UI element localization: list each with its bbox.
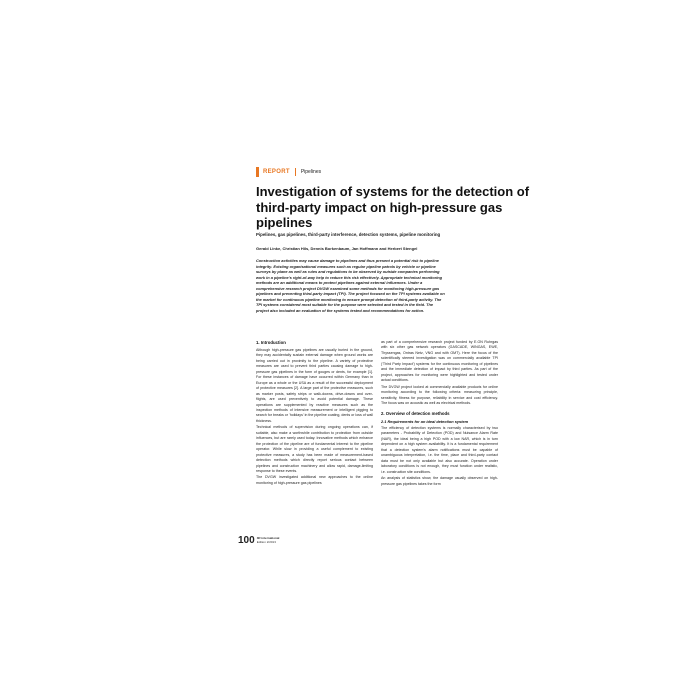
article-abstract: Construction activities may cause damage to pipelines and thus present a potential risk to pipeline integrity. Existing organisational measures such as regular pipeline patrols by vehicle or pipeline surveys by plane as well as rules and regulations to be observed by outside companies performing work in a pipeline's right-of-way help to reduce this risk effectively. Appropriate technical monitoring methods are an additional means to protect pipelines against external influences. Under a comprehensive research project DVGW examined some methods for monitoring high-pressure gas pipelines and preventing third-party impact (TPI). The project focused on the TPI systems available on the market for continuous pipeline monitoring to ensure prompt detection of third-party activity. The TPI systems considered most suitable for the purpose were selected and tested in the field. The project also included an evaluation of the systems tested and recommendations for action.: [256, 258, 445, 313]
body-paragraph: The efficiency of detection systems is normally characterised by two parameters - Probability of Detection (POD) and Nuisance Alarm Rate (NAR), the ideal being a high POD with a low NAR, which is in turn dependent on a high system availability. It is a fundamental requirement that a detection system's alarm notifications must be capable of unambiguous interpretation, i.e. the time, place and third-party contact data must be not only available but also accurate. Operation under laboratory conditions is not enough, they must function under realistic, i.e. construction site conditions.: [381, 426, 498, 474]
article-title: Investigation of systems for the detection of third-party impact on high-pressure gas pipelines: [256, 184, 530, 230]
section-heading: 2. Overview of detection methods: [381, 411, 450, 417]
report-label: REPORT: [263, 169, 290, 175]
body-paragraph: An analysis of statistics show, the damage usually observed on high-pressure gas pipelines takes the form: [381, 476, 498, 486]
body-column-left: [256, 340, 373, 487]
body-paragraph: Although high-pressure gas pipelines are usually buried in the ground, they may accidentally sustain external damage when ground works are being carried out in proximity to the pipeline. A variety of protective measures are used to prevent third parties causing damage to high-pressure gas pipelines in the form of gouges or dents, for example [1]. For these instances of damage have occurred within Germany than in Europe as a whole or the USA as a result of the successful deployment of protective measures [2]. A large part of the protective measures, such as marker posts, safety strips or walk-downs, drive-downs and over-flights, are used preventively to avoid potential damage. These operations are supplemented by reactive measures such as the inspection methods of intensive measurement or intelligent pigging to search for breaks or 'holidays' in the pipeline coating, dents or loss of wall thickness.: [256, 348, 373, 423]
body-paragraph: The DVGW project looked at commercially available products for online monitoring according to the following criteria: measuring principle, sensitivity, fitness for purpose, reliability in service and cost efficiency. The focus was on acoustic as well as electrical methods.: [381, 384, 498, 405]
page-number: 100: [238, 535, 255, 546]
page-footer: [238, 535, 279, 546]
header-divider: [295, 168, 296, 176]
section-heading: 1. Introduction: [256, 340, 286, 345]
body-paragraph: as part of a comprehensive research project funded by E.ON Ruhrgas with six other gas network operators (GASCADE, WINGAS, EWE, Thyssengas, Ontras Netz, VNG and with OMT). Here the focus of the scientifically steered investigation was on commercially available TPI ('Third Party Impact') systems for the continuous monitoring of pipelines and the immediate detection of impact by third parties. As part of the project, approaches for monitoring were highlighted and tested under actual conditions.: [381, 340, 498, 383]
article-keywords: Pipelines, gas pipelines, third-party interference, detection systems, pipeline monitoring: [256, 232, 441, 237]
journal-name: 3R international: [256, 535, 280, 540]
article-authors: Gerald Linke, Christian Hils, Dennis Borkenbaum, Jan Hoffmann and Herbert Stengel: [256, 246, 418, 251]
section-name: Pipelines: [300, 169, 322, 175]
subsection-heading: 2.1 Requirements for an ideal detection system: [381, 419, 469, 425]
accent-bar: [256, 167, 259, 177]
footer-meta: [257, 537, 280, 544]
body-paragraph: The DVGW investigated additional new approaches to the online monitoring of high-pressure gas pipelines: [256, 475, 373, 485]
section-header: [256, 166, 321, 178]
body-column-right: [381, 340, 498, 488]
journal-issue: Edition 2/2013: [256, 539, 276, 544]
body-paragraph: Technical methods of supervision during ongoing operations can, if suitable, also make a worthwhile contribution to protection from outside influences, but are rarely used today. Innovative methods which enhance the protection of the pipeline are of fundamental interest to the pipeline operator. While slow in providing a useful complement to existing protective measures, a study has been made of measurement-based detection methods which directly report serious contact between pipelines and construction machinery and allow rapid, damage-limiting response to these events.: [256, 425, 373, 473]
